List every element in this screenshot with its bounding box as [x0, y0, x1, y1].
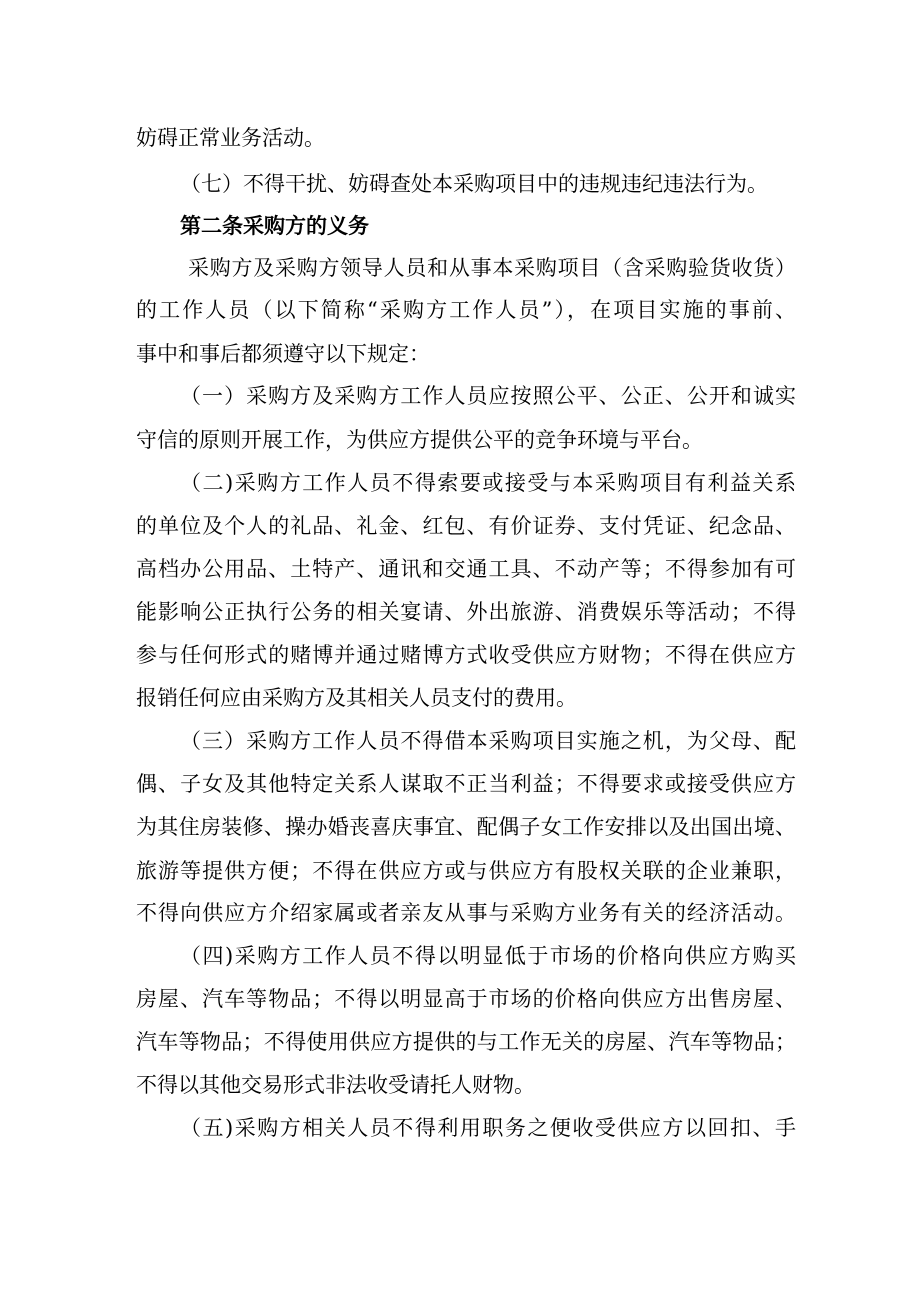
- text-line: 报销任何应由采购方及其相关人员支付的费用。: [136, 686, 577, 710]
- text-line: （二)采购方工作人员不得索要或接受与本采购项目有利益关系: [180, 471, 796, 495]
- text-line: 房屋、汽车等物品；不得以明显高于市场的价格向供应方出售房屋、: [136, 987, 796, 1011]
- text-line: （五)采购方相关人员不得利用职务之便收受供应方以回扣、手: [180, 1116, 796, 1140]
- text-line: 能影响公正执行公务的相关宴请、外出旅游、消费娱乐等活动；不得: [136, 600, 796, 624]
- text-line: 偶、子女及其他特定关系人谋取不正当利益；不得要求或接受供应方: [136, 772, 796, 796]
- text-line: 的工作人员（以下简称“采购方工作人员”），在项目实施的事前、: [136, 298, 796, 322]
- text-line: 为其住房装修、操办婚丧喜庆事宜、配偶子女工作安排以及出国出境、: [136, 815, 796, 839]
- text-line: （一）采购方及采购方工作人员应按照公平、公正、公开和诚实: [180, 384, 796, 408]
- text-line: 的单位及个人的礼品、礼金、红包、有价证券、支付凭证、纪念品、: [136, 514, 796, 538]
- text-line: （四)采购方工作人员不得以明显低于市场的价格向供应方购买: [180, 944, 796, 968]
- text-line: （七）不得干扰、妨碍查处本采购项目中的违规违纪违法行为。: [180, 172, 768, 196]
- text-line: 守信的原则开展工作，为供应方提供公平的竞争环境与平台。: [136, 428, 703, 452]
- text-line: 妨碍正常业务活动。: [136, 126, 325, 150]
- text-line: 不得以其他交易形式非法收受请托人财物。: [136, 1073, 535, 1097]
- text-line: 采购方及采购方领导人员和从事本采购项目（含采购验货收货）: [188, 256, 796, 280]
- section-heading: 第二条采购方的义务: [180, 213, 369, 238]
- text-line: 旅游等提供方便；不得在供应方或与供应方有股权关联的企业兼职，: [136, 859, 796, 883]
- text-line: 参与任何形式的赌博并通过赌博方式收受供应方财物；不得在供应方: [136, 643, 796, 667]
- text-line: （三）采购方工作人员不得借本采购项目实施之机，为父母、配: [180, 729, 796, 753]
- text-line: 汽车等物品；不得使用供应方提供的与工作无关的房屋、汽车等物品；: [136, 1030, 796, 1054]
- text-line: 不得向供应方介绍家属或者亲友从事与采购方业务有关的经济活动。: [136, 901, 796, 925]
- text-line: 事中和事后都须遵守以下规定：: [136, 342, 430, 366]
- text-line: 高档办公用品、土特产、通讯和交通工具、不动产等；不得参加有可: [136, 557, 796, 581]
